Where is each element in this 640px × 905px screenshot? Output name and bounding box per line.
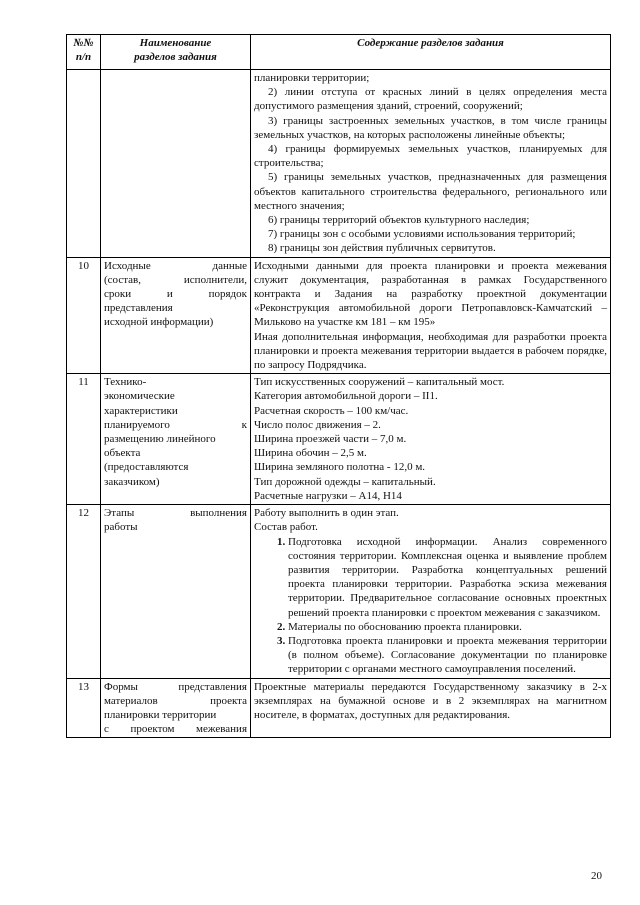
row-number: 11 bbox=[67, 374, 101, 505]
content-line: 3) границы застроенных земельных участков, в том числе границы земельных участков, на которых расположены линейные объекты; bbox=[254, 114, 607, 141]
content-paragraph: Иная дополнительная информация, необходимая для разработки проекта планировки и проекта межевания территории выдается в рабочем порядке, по запросу Подрядчика. bbox=[254, 330, 607, 372]
spec-line: Тип искусственных сооружений – капитальный мост. bbox=[254, 376, 505, 389]
row-name: Формы представления материалов проекта планировки территории с проектом межевания bbox=[101, 678, 251, 738]
table-row bbox=[67, 374, 611, 505]
spec-line: Ширина проезжей части – 7,0 м. bbox=[254, 433, 407, 446]
work-steps-list bbox=[254, 535, 607, 677]
content-line: планировки территории; bbox=[254, 72, 370, 84]
row-number: 13 bbox=[67, 678, 101, 738]
spec-line: Расчетная скорость – 100 км/час. bbox=[254, 404, 409, 417]
content-line: Состав работ. bbox=[254, 521, 318, 534]
row-content bbox=[251, 505, 611, 678]
content-line: 2) линии отступа от красных линий в целях определения места допустимого размещения зданий, строений, сооружений; bbox=[254, 86, 607, 113]
content-line: 7) границы зон с особыми условиями использования территорий; bbox=[268, 228, 576, 241]
spec-line: Расчетные нагрузки – А14, Н14 bbox=[254, 489, 402, 502]
table-row bbox=[67, 70, 611, 258]
spec-line: Ширина земляного полотна - 12,0 м. bbox=[254, 461, 426, 474]
content-line: 8) границы зон действия публичных сервитутов. bbox=[268, 242, 496, 255]
page-number: 20 bbox=[591, 870, 602, 882]
header-section-name: Наименование разделов задания bbox=[101, 35, 251, 70]
row-content bbox=[251, 70, 611, 258]
spec-line: Ширина обочин – 2,5 м. bbox=[254, 447, 367, 460]
content-line: 6) границы территорий объектов культурного наследия; bbox=[268, 214, 530, 227]
row-name bbox=[101, 70, 251, 258]
row-number bbox=[67, 70, 101, 258]
spec-line: Число полос движения – 2. bbox=[254, 418, 381, 431]
table-row bbox=[67, 257, 611, 374]
spec-line: Тип дорожной одежды – капитальный. bbox=[254, 475, 436, 488]
row-content bbox=[251, 257, 611, 374]
table-row bbox=[67, 678, 611, 738]
row-name: Исходные данные (состав, исполнители, сроки и порядок представления исходной информации) bbox=[101, 257, 251, 374]
requirements-table bbox=[66, 34, 611, 738]
row-name: Технико- экономические характеристики планируемого к размещению линейного объекта (предоставляются заказчиком) bbox=[101, 374, 251, 505]
row-number: 12 bbox=[67, 505, 101, 678]
content-paragraph: Исходными данными для проекта планировки и проекта межевания служит документация, разработанная в рамках Государственного контракта и Задания на разработку проектной документации «Реконструкция автомобильной дороги Петропавловск-Камчатский – Мильково на участке км 181 – км 195» bbox=[254, 259, 607, 329]
row-content bbox=[251, 678, 611, 738]
content-paragraph: Проектные материалы передаются Государственному заказчику в 2-х экземплярах на бумажной основе и в 2 экземплярах на магнитном носителе, в форматах, доступных для редактирования. bbox=[254, 680, 607, 721]
content-line: Работу выполнить в один этап. bbox=[254, 507, 399, 520]
row-name: Этапы выполнения работы bbox=[101, 505, 251, 678]
table-row bbox=[67, 505, 611, 678]
list-item: 1. Подготовка исходной информации. Анализ современного состояния территории. Комплексная оценка и выявление проблем развития территории. Разработка концептуальных решений проекта планировки территории. Разработка эскиза межевания территории. Предварительное согласование основных проектных решений проекта планировки с проектом межевания с заказчиком. bbox=[288, 535, 607, 620]
row-content bbox=[251, 374, 611, 505]
list-item: 2. Материалы по обоснованию проекта планировки. bbox=[288, 620, 607, 634]
content-line: 4) границы формируемых земельных участков, планируемых для строительства; bbox=[254, 143, 607, 170]
spec-line: Категория автомобильной дороги – II1. bbox=[254, 390, 438, 403]
row-number: 10 bbox=[67, 257, 101, 374]
header-number: №№ п/п bbox=[67, 35, 101, 70]
table-header-row bbox=[67, 35, 611, 70]
content-line: 5) границы земельных участков, предназначенных для размещения объектов капитального строительства федерального, регионального или местного значения; bbox=[254, 171, 607, 212]
list-item: 3. Подготовка проекта планировки и проекта межевания территории (в полном объеме). Согласование документации по планировке территории с органами местного самоуправления поселений. bbox=[288, 634, 607, 677]
header-section-content: Содержание разделов задания bbox=[251, 35, 611, 70]
